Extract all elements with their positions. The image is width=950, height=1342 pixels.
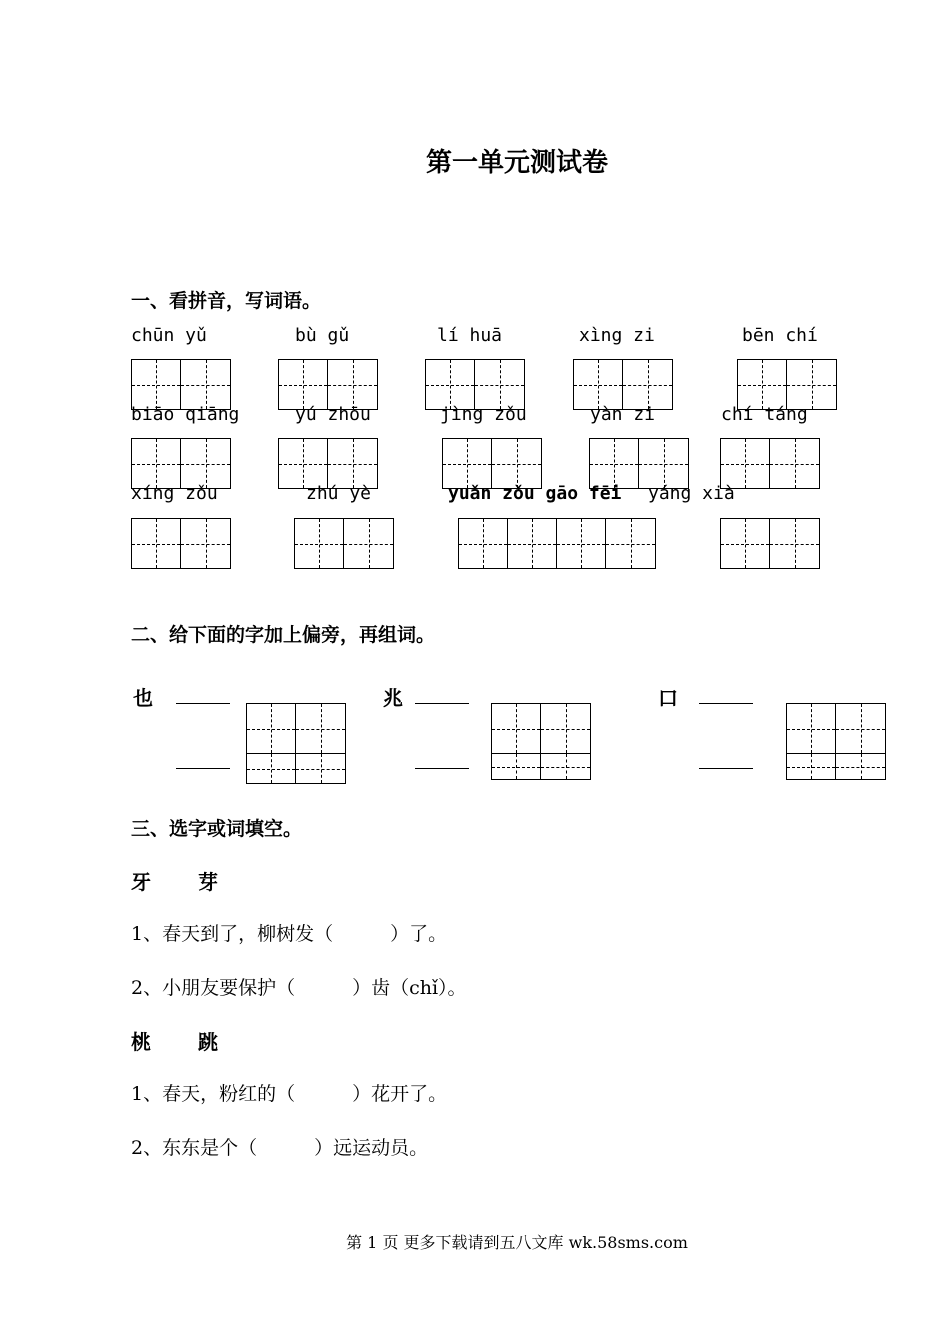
writing-grid[interactable] [589,438,689,489]
choice-word: 跳 [198,1030,218,1054]
writing-grid[interactable] [573,359,673,410]
writing-grid[interactable] [246,703,346,784]
writing-grid[interactable] [131,438,231,489]
writing-grid[interactable] [278,438,378,489]
section3-heading: 三、选字或词填空。 [131,818,303,840]
fill-sentence: 1、春天，粉红的（ ）花开了。 [131,1083,448,1105]
answer-blank[interactable] [699,768,753,769]
choice-word: 芽 [198,870,218,894]
base-character: 口 [658,686,678,710]
pinyin-label: xíng zǒu [131,483,218,504]
section2-heading: 二、给下面的字加上偏旁，再组词。 [131,624,436,646]
pinyin-label: biāo qiāng [131,404,240,425]
base-character: 兆 [383,686,403,710]
page-title: 第一单元测试卷 [425,148,608,178]
pinyin-label: yuǎn zǒu gāo fēi [448,483,622,504]
pinyin-label: chūn yǔ [131,325,207,346]
pinyin-label: lí huā [437,325,503,346]
answer-blank[interactable] [415,768,469,769]
writing-grid[interactable] [720,518,820,569]
base-character: 也 [133,686,153,710]
fill-sentence: 1、春天到了，柳树发（ ）了。 [131,923,448,945]
fill-sentence: 2、小朋友要保护（ ）齿（chǐ）。 [131,977,467,999]
section1-heading: 一、看拼音，写词语。 [131,290,322,312]
writing-grid[interactable] [720,438,820,489]
pinyin-label: bù gǔ [295,325,350,346]
pinyin-label: bēn chí [742,325,818,346]
writing-grid[interactable] [294,518,394,569]
pinyin-label: jìng zǒu [440,404,527,425]
answer-blank[interactable] [699,703,753,704]
writing-grid[interactable] [442,438,542,489]
writing-grid[interactable] [491,703,591,780]
writing-grid[interactable] [131,359,231,410]
pinyin-label: yàn zi [590,404,656,425]
pinyin-label: zhú yè [306,483,372,504]
writing-grid[interactable] [425,359,525,410]
fill-sentence: 2、东东是个（ ）远运动员。 [131,1137,429,1159]
pinyin-label: yáng xià [648,483,735,504]
writing-grid[interactable] [278,359,378,410]
answer-blank[interactable] [415,703,469,704]
pinyin-label: xìng zi [579,325,655,346]
writing-grid[interactable] [458,518,656,569]
pinyin-label: chí táng [721,404,808,425]
choice-word: 牙 [131,870,151,894]
answer-blank[interactable] [176,768,230,769]
writing-grid[interactable] [737,359,837,410]
answer-blank[interactable] [176,703,230,704]
page-footer: 第 1 页 更多下载请到五八文库 wk.58sms.com [346,1233,688,1252]
pinyin-label: yú zhōu [295,404,371,425]
choice-word: 桃 [131,1030,151,1054]
writing-grid[interactable] [131,518,231,569]
writing-grid[interactable] [786,703,886,780]
